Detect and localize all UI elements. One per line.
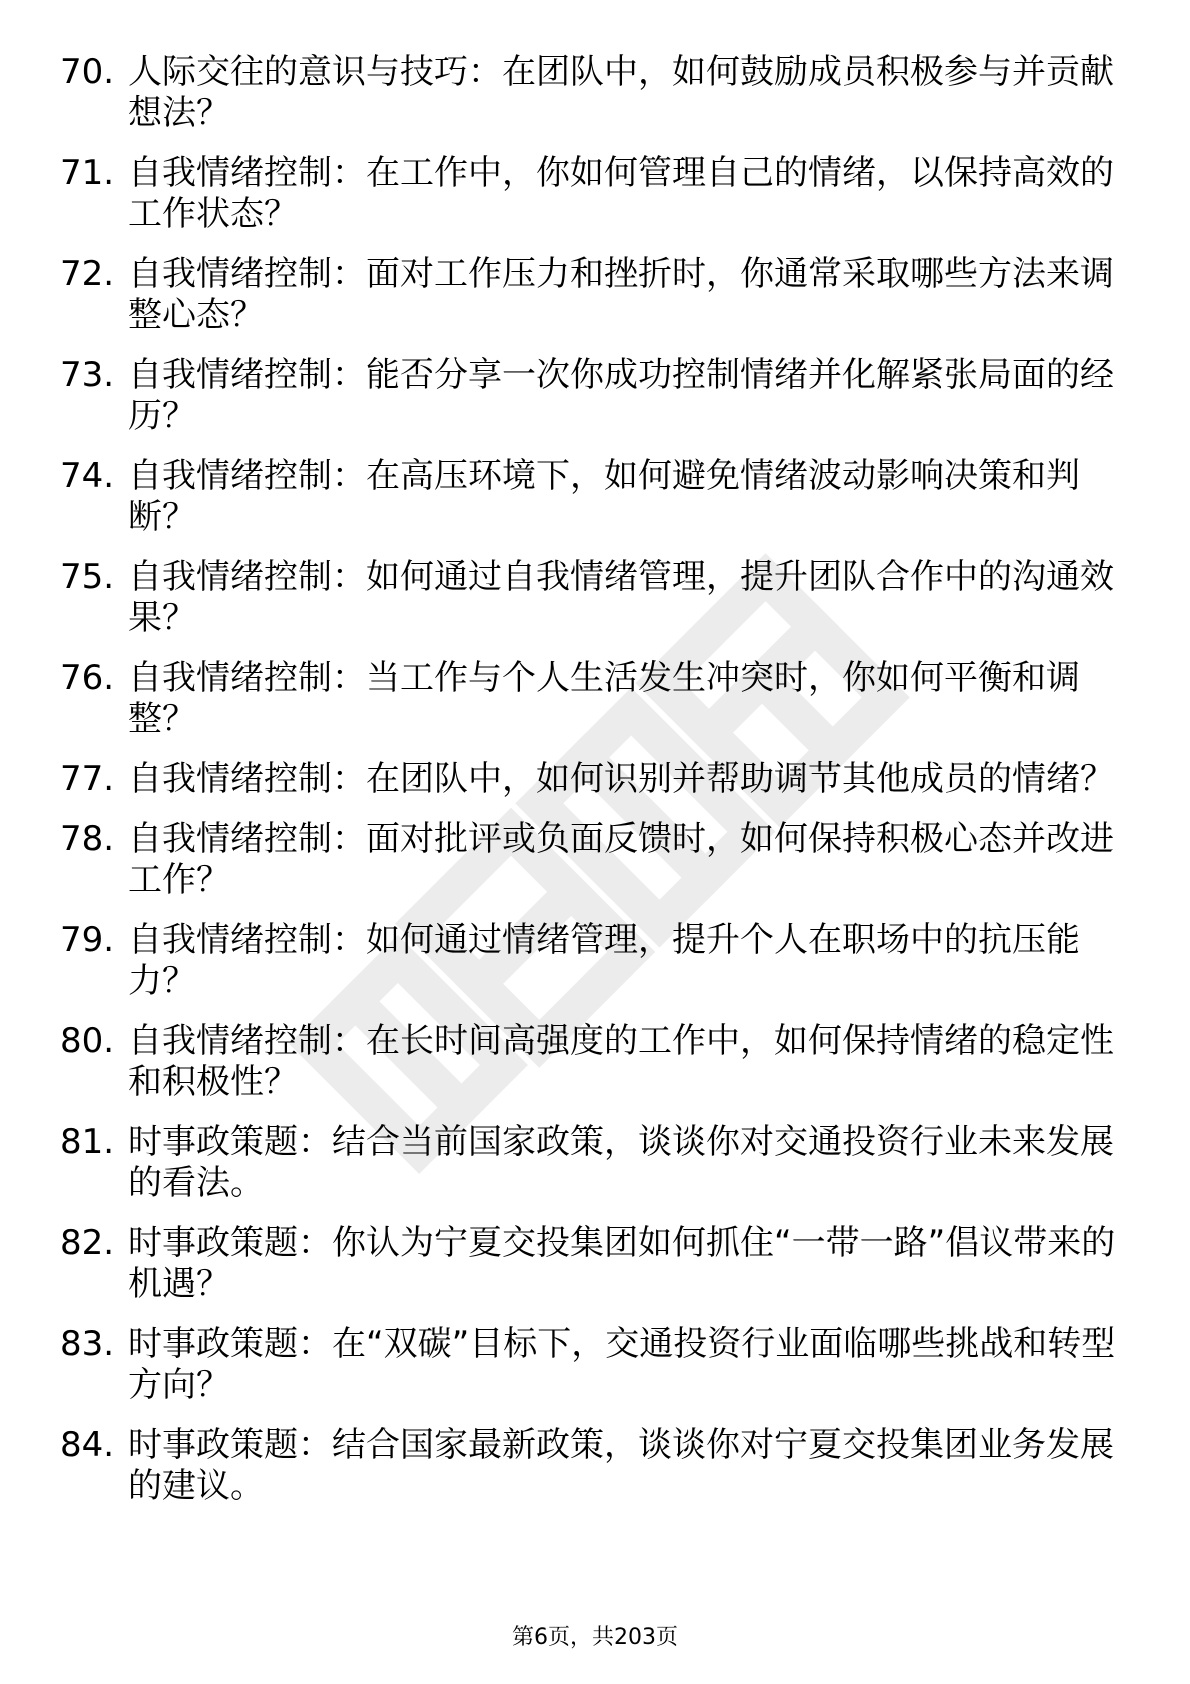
question-item xyxy=(60,1425,1120,1507)
question-number: 75. xyxy=(60,557,115,597)
question-text: 时事政策题：结合国家最新政策，谈谈你对宁夏交投集团业务发展的建议。 xyxy=(128,1425,1114,1506)
question-text: 自我情绪控制：如何通过自我情绪管理，提升团队合作中的沟通效果？ xyxy=(128,557,1114,638)
question-text: 时事政策题：你认为宁夏交投集团如何抓住“一带一路”倡议带来的机遇？ xyxy=(128,1223,1116,1304)
question-text: 自我情绪控制：在高压环境下，如何避免情绪波动影响决策和判断？ xyxy=(128,456,1080,537)
question-number: 76. xyxy=(60,658,115,698)
page-number-footer: 第6页，共203页 xyxy=(512,1625,678,1650)
question-text: 自我情绪控制：在长时间高强度的工作中，如何保持情绪的稳定性和积极性？ xyxy=(128,1021,1114,1102)
question-item xyxy=(60,254,1120,336)
question-text: 自我情绪控制：在工作中，你如何管理自己的情绪，以保持高效的工作状态？ xyxy=(128,153,1114,234)
question-number: 78. xyxy=(60,819,115,859)
question-item xyxy=(60,1122,1120,1204)
question-text: 自我情绪控制：如何通过情绪管理，提升个人在职场中的抗压能力？ xyxy=(128,920,1080,1001)
question-number: 83. xyxy=(60,1324,115,1364)
question-item xyxy=(60,819,1120,901)
question-number: 77. xyxy=(60,759,115,799)
question-number: 84. xyxy=(60,1425,115,1465)
question-item xyxy=(60,1223,1120,1305)
question-item xyxy=(60,153,1120,235)
question-item xyxy=(60,557,1120,639)
question-number: 81. xyxy=(60,1122,115,1162)
question-text: 自我情绪控制：面对批评或负面反馈时，如何保持积极心态并改进工作？ xyxy=(128,819,1114,900)
question-number: 74. xyxy=(60,456,115,496)
question-item xyxy=(60,658,1120,740)
question-text: 时事政策题：结合当前国家政策，谈谈你对交通投资行业未来发展的看法。 xyxy=(128,1122,1114,1203)
question-item xyxy=(60,1324,1120,1406)
question-number: 71. xyxy=(60,153,115,193)
question-item xyxy=(60,759,1120,800)
question-item xyxy=(60,456,1120,538)
question-text: 人际交往的意识与技巧：在团队中，如何鼓励成员积极参与并贡献想法？ xyxy=(128,52,1114,133)
question-item xyxy=(60,52,1120,134)
question-text: 自我情绪控制：能否分享一次你成功控制情绪并化解紧张局面的经历？ xyxy=(128,355,1114,436)
question-item xyxy=(60,920,1120,1002)
question-item xyxy=(60,1021,1120,1103)
question-number: 72. xyxy=(60,254,115,294)
question-number: 70. xyxy=(60,52,115,92)
question-text: 时事政策题：在“双碳”目标下，交通投资行业面临哪些挑战和转型方向？ xyxy=(128,1324,1116,1405)
question-list xyxy=(60,52,1120,1526)
question-text: 自我情绪控制：在团队中，如何识别并帮助调节其他成员的情绪？ xyxy=(128,759,1114,799)
question-item xyxy=(60,355,1120,437)
question-number: 73. xyxy=(60,355,115,395)
question-number: 80. xyxy=(60,1021,115,1061)
question-text: 自我情绪控制：当工作与个人生活发生冲突时，你如何平衡和调整？ xyxy=(128,658,1080,739)
question-number: 79. xyxy=(60,920,115,960)
question-text: 自我情绪控制：面对工作压力和挫折时，你通常采取哪些方法来调整心态？ xyxy=(128,254,1114,335)
question-number: 82. xyxy=(60,1223,115,1263)
